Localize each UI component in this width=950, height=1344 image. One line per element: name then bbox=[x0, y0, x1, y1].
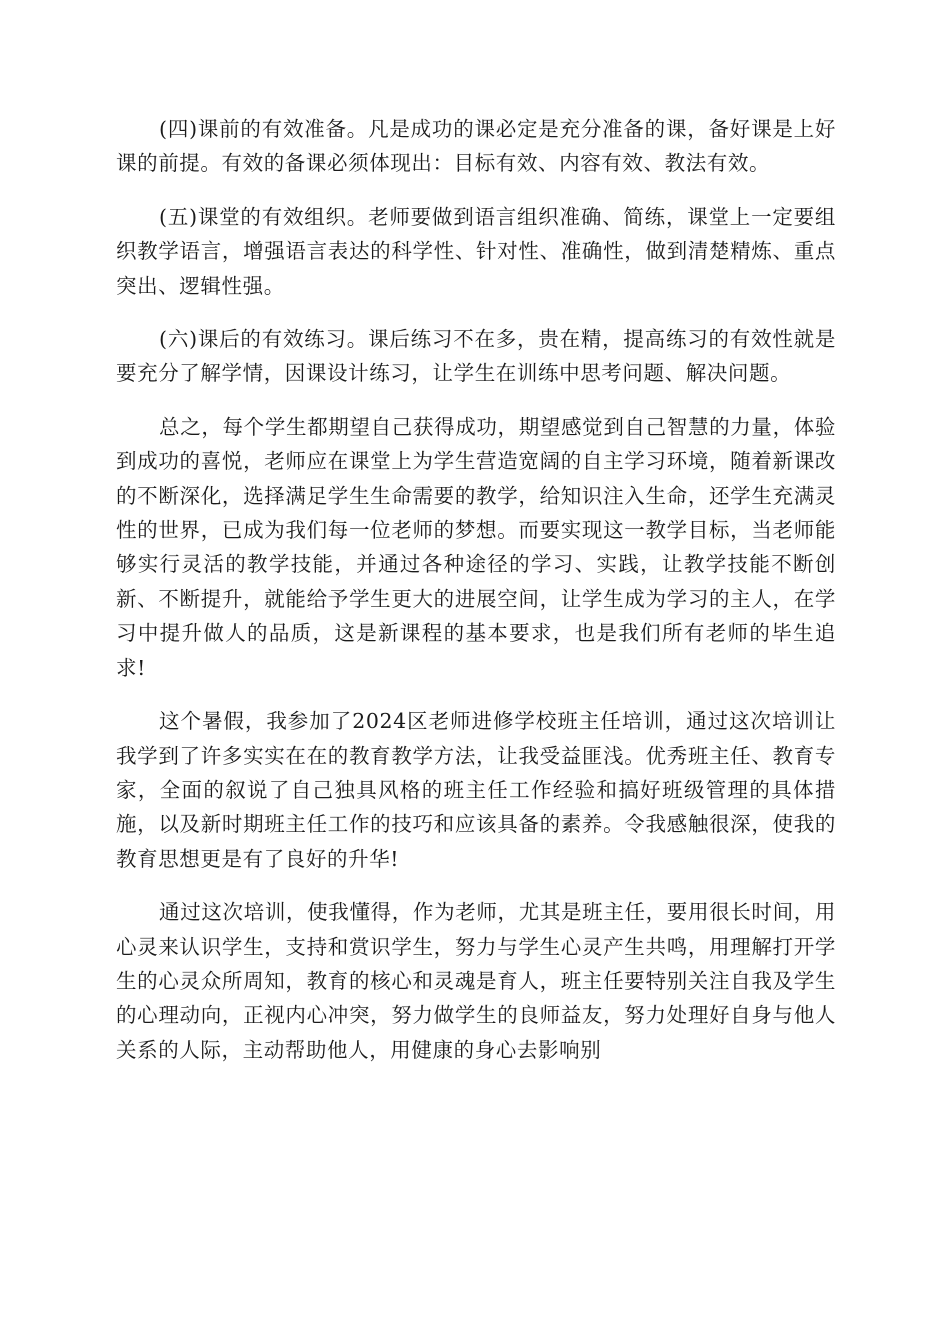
paragraph-training-insights: 通过这次培训，使我懂得，作为老师，尤其是班主任，要用很长时间，用心灵来认识学生，支持和赏识学生，努力与学生心灵产生共鸣，用理解打开学生的心灵众所周知，教育的核心和灵魂是育人，班主任要特别关注自我及学生的心理动向，正视内心冲突，努力做学生的良师益友，努力处理好自身与他人关系的人际，主动帮助他人，用健康的身心去影响别 bbox=[116, 900, 836, 1062]
paragraph-after-class-practice: (六)课后的有效练习。课后练习不在多，贵在精，提高练习的有效性就是要充分了解学情，因课设计练习，让学生在训练中思考问题、解决问题。 bbox=[116, 327, 836, 386]
paragraph-classroom-organization: (五)课堂的有效组织。老师要做到语言组织准确、简练，课堂上一定要组织教学语言，增强语言表达的科学性、针对性、准确性，做到清楚精炼、重点突出、逻辑性强。 bbox=[116, 204, 836, 298]
document-body bbox=[116, 112, 836, 1086]
paragraph-conclusion: 总之，每个学生都期望自己获得成功，期望感觉到自己智慧的力量，体验到成功的喜悦，老师应在课堂上为学生营造宽阔的自主学习环境，随着新课改的不断深化，选择满足学生生命需要的教学，给知识注入生命，还学生充满灵性的世界，已成为我们每一位老师的梦想。而要实现这一教学目标，当老师能够实行灵活的教学技能，并通过各种途径的学习、实践，让教学技能不断创新、不断提升，就能给予学生更大的进展空间，让学生成为学习的主人，在学习中提升做人的品质，这是新课程的基本要求，也是我们所有老师的毕生追求! bbox=[116, 414, 836, 680]
paragraph-summer-training: 这个暑假，我参加了2024区老师进修学校班主任培训，通过这次培训让我学到了许多实实在在的教育教学方法，让我受益匪浅。优秀班主任、教育专家，全面的叙说了自己独具风格的班主任工作经验和搞好班级管理的具体措施，以及新时期班主任工作的技巧和应该具备的素养。令我感触很深，使我的教育思想更是有了良好的升华! bbox=[116, 709, 836, 871]
paragraph-effective-preparation: (四)课前的有效准备。凡是成功的课必定是充分准备的课，备好课是上好课的前提。有效的备课必须体现出：目标有效、内容有效、教法有效。 bbox=[116, 117, 836, 176]
